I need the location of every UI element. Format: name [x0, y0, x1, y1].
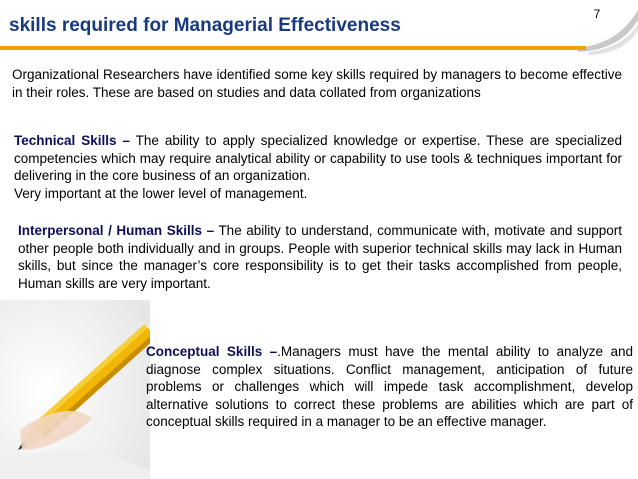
technical-skills-label: Technical Skills –	[14, 133, 130, 148]
pencil-writing-icon	[0, 300, 150, 479]
page-number: 7	[593, 7, 601, 21]
conceptual-skills-paragraph	[146, 343, 633, 431]
human-skills-description: The ability to understand, communicate with, motivate and support other people both individually and in groups. People with superior technical skills may lack in Human skills, but since the manager’s core responsibility is to get their tasks accomplished from people, Human skills are very important.	[18, 223, 622, 291]
conceptual-skills-label: Conceptual Skills –	[146, 344, 278, 359]
slide-title: skills required for Managerial Effectiveness	[9, 15, 401, 36]
title-underline	[0, 46, 586, 50]
conceptual-skills-description: .Managers must have the mental ability to analyze and diagnose complex situations. Conflict management, anticipation of future problems or challenges which will impede task accomplishment, develop alternative solutions to correct these problems are abilities which are part of conceptual skills required in a manager to be an effective manager.	[146, 344, 633, 429]
technical-skills-paragraph	[14, 132, 622, 202]
intro-paragraph	[12, 66, 622, 101]
technical-skills-description: The ability to apply specialized knowledge or expertise. These are specialized competencies which may require analytical ability or capability to use tools & techniques important for delivering in the core business of an organization.	[14, 133, 622, 183]
human-skills-label: Interpersonal / Human Skills –	[18, 223, 215, 238]
intro-text: Organizational Researchers have identified some key skills required by managers to become effective in their roles. These are based on studies and data collated from organizations	[12, 67, 622, 100]
human-skills-paragraph	[18, 222, 622, 292]
technical-skills-note: Very important at the lower level of management.	[14, 185, 308, 201]
